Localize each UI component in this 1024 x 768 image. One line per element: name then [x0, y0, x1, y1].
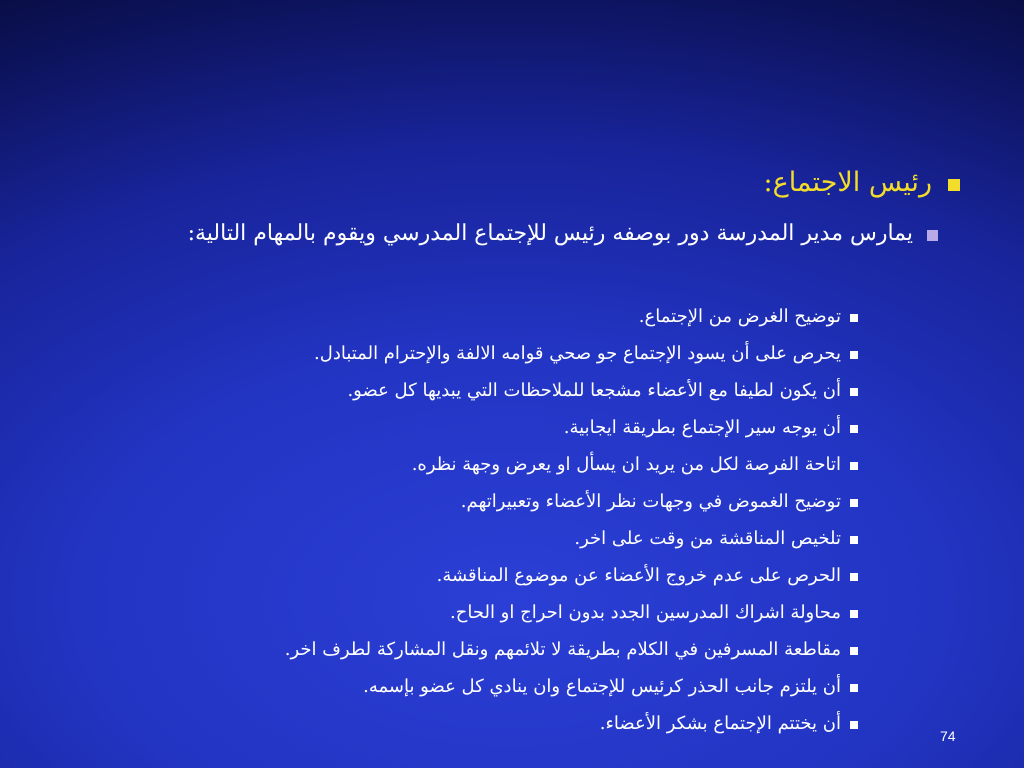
list-item-text: أن يوجه سير الإجتماع بطريقة ايجابية. — [563, 417, 841, 438]
list-item — [38, 372, 858, 409]
list-item — [38, 409, 858, 446]
list-item-text: مقاطعة المسرفين في الكلام بطريقة لا تلائمهم ونقل المشاركة لطرف اخر. — [284, 639, 841, 660]
list-item — [38, 631, 858, 668]
square-bullet-icon — [850, 388, 858, 396]
square-bullet-icon — [850, 351, 858, 359]
square-bullet-icon — [850, 721, 858, 729]
square-bullet-icon — [850, 462, 858, 470]
list-item — [38, 483, 858, 520]
list-item-text: أن يكون لطيفا مع الأعضاء مشجعا للملاحظات التي يبديها كل عضو. — [347, 380, 841, 401]
intro-paragraph — [38, 219, 938, 249]
list-item — [38, 668, 858, 705]
list-item — [38, 557, 858, 594]
page-number: 74 — [940, 728, 956, 744]
list-item-text: أن يلتزم جانب الحذر كرئيس للإجتماع وان ينادي كل عضو بإسمه. — [363, 676, 841, 697]
list-item-text: محاولة اشراك المدرسين الجدد بدون احراج او الحاح. — [450, 602, 841, 623]
list-item — [38, 520, 858, 557]
square-bullet-icon — [850, 573, 858, 581]
square-bullet-icon — [850, 499, 858, 507]
square-bullet-icon — [850, 647, 858, 655]
list-item-text: توضيح الغموض في وجهات نظر الأعضاء وتعبيراتهم. — [460, 491, 841, 512]
intro-text: يمارس مدير المدرسة دور بوصفه رئيس للإجتماع المدرسي ويقوم بالمهام التالية: — [187, 221, 913, 246]
list-item — [38, 446, 858, 483]
list-item — [38, 594, 858, 631]
list-item — [38, 298, 858, 335]
list-item-text: الحرص على عدم خروج الأعضاء عن موضوع المناقشة. — [436, 565, 841, 586]
square-bullet-icon — [948, 179, 960, 191]
slide-heading — [60, 163, 960, 203]
list-item — [38, 335, 858, 372]
square-bullet-icon — [850, 684, 858, 692]
square-bullet-icon — [927, 230, 938, 241]
list-item — [38, 705, 858, 742]
list-item-text: أن يختتم الإجتماع بشكر الأعضاء. — [599, 713, 841, 734]
square-bullet-icon — [850, 314, 858, 322]
list-item-text: اتاحة الفرصة لكل من يريد ان يسأل او يعرض وجهة نظره. — [411, 454, 841, 475]
list-item-text: توضيح الغرض من الإجتماع. — [638, 306, 841, 327]
list-item-text: يحرص على أن يسود الإجتماع جو صحي قوامه الالفة والإحترام المتبادل. — [314, 343, 841, 364]
square-bullet-icon — [850, 610, 858, 618]
square-bullet-icon — [850, 425, 858, 433]
duties-list — [38, 298, 858, 742]
heading-text: رئيس الاجتماع: — [763, 167, 932, 198]
square-bullet-icon — [850, 536, 858, 544]
list-item-text: تلخيص المناقشة من وقت على اخر. — [574, 528, 841, 549]
